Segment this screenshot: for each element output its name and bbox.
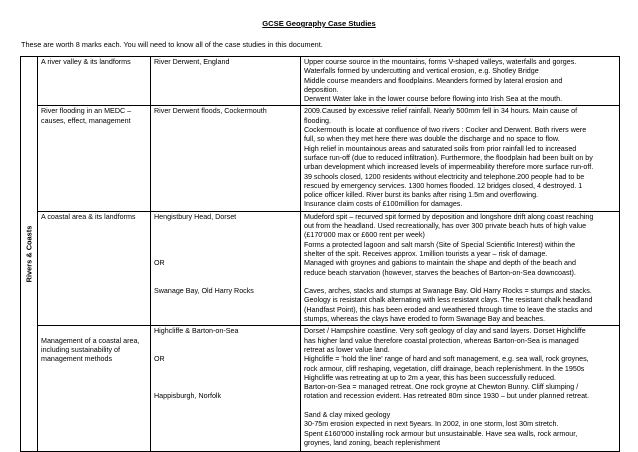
case-cell: Highcliffe & Barton-on-Sea OR Happisburgh, Norfolk <box>151 326 301 452</box>
table-row <box>21 57 620 106</box>
or-label: OR <box>154 259 165 268</box>
case-study-table <box>20 56 620 452</box>
details-cell: Dorset / Hampshire coastline. Very soft geology of clay and sand layers. Dorset Highcliffe has higher land value therefore coastal protection, whereas Barton-on-Sea is managed retreat as lower value land. Highcliffe = 'hold the line' range of hard and soft management, e.g. sea wall, rock groynes, rock armour, cliff reshaping, vegetation, cliff drainage, beach replenishment. In the 1950s Highcliffe was retreating at up to 2m a year, this has been successfully reduced. Barton-on-Sea = managed retreat. One rock groyne at Chewton Bunny. Cliff slumping / rotation and recession evident. Has retreated 80m since 1930 – but under planned retreat. Sand & clay mixed geology 30-75m erosion expected in next 5years. In 2002, in one storm, lost 30m stretch. Spent £160'000 installing rock armour but unsustainable. Have sea walls, rock armour, groynes, land zoning, beach replenishment <box>301 326 620 452</box>
side-label-cell <box>21 57 38 452</box>
topic-cell: Management of a coastal area, including sustainability of management methods <box>38 326 151 452</box>
table-row <box>21 211 620 326</box>
case-cell: River Derwent, England <box>151 57 301 106</box>
side-label: Rivers & Coasts <box>24 225 34 283</box>
details-cell: 2009.Caused by excessive relief rainfall. Nearly 500mm fell in 34 hours. Main cause of flooding. Cockermouth is locate at confluence of two rivers : Cocker and Derwent. Both rivers were full, so when they met here there was double the discharge and no space to flow. High relief in mountainous areas and saturated soils from prior rainfall led to increased surface run-off (due to reduced infiltration). Furthermore, the floodplain had been built on by urban development which increased levels of impermeability therefore more surface run-off. 39 schools closed, 1200 residents without electricity and telephone.200 people had to be rescued by emergency services. 1300 homes flooded. 12 bridges closed, 4 destroyed. 1 police officer killed. River burst its banks after rising 1.5m and overflowing. Insurance claim costs of £100million for damages. <box>301 106 620 211</box>
intro-text: These are worth 8 marks each. You will need to know all of the case studies in this document. <box>21 40 323 49</box>
details-cell: Mudeford spit – recurved spit formed by deposition and longshore drift along coast reaching out from the headland. Used recreationally, has over 300 private beach huts of high value (£170'000 max or £600 rent per week) Forms a protected lagoon and salt marsh (Site of Special Scientific Interest) within the shelter of the spit. Receives approx. 1million tourists a year – risk of damage. Managed with groynes and gabions to maintain the shape and depth of the beach and reduce beach starvation (however, starves the beaches of Barton-on-Sea downcoast). Caves, arches, stacks and stumps at Swanage Bay. Old Harry Rocks = stumps and stacks. Geology is resistant chalk alternating with less resistant clays. The resistant chalk headland (Handfast Point), this has been eroded and weathered through time to leave the stacks and stumps, whereas the clays have eroded to form Swanage Bay and beaches. <box>301 211 620 326</box>
table-row <box>21 326 620 452</box>
topic-cell: A coastal area & its landforms <box>38 211 151 326</box>
or-label: OR <box>154 355 165 364</box>
case-cell: River Derwent floods, Cockermouth <box>151 106 301 211</box>
topic-cell: River flooding in an MEDC – causes, effect, management <box>38 106 151 211</box>
case-cell: Hengistbury Head, Dorset OR Swanage Bay, Old Harry Rocks <box>151 211 301 326</box>
page-title: GCSE Geography Case Studies <box>262 19 376 28</box>
details-cell: Upper course source in the mountains, forms V-shaped valleys, waterfalls and gorges. Waterfalls formed by undercutting and vertical erosion, e.g. Shotley Bridge Middle course meanders and floodplains. Meanders formed by lateral erosion and deposition. Derwent Water lake in the lower course before flowing into Irish Sea at the mouth. <box>301 57 620 106</box>
table-row <box>21 106 620 211</box>
topic-cell: A river valley & its landforms <box>38 57 151 106</box>
